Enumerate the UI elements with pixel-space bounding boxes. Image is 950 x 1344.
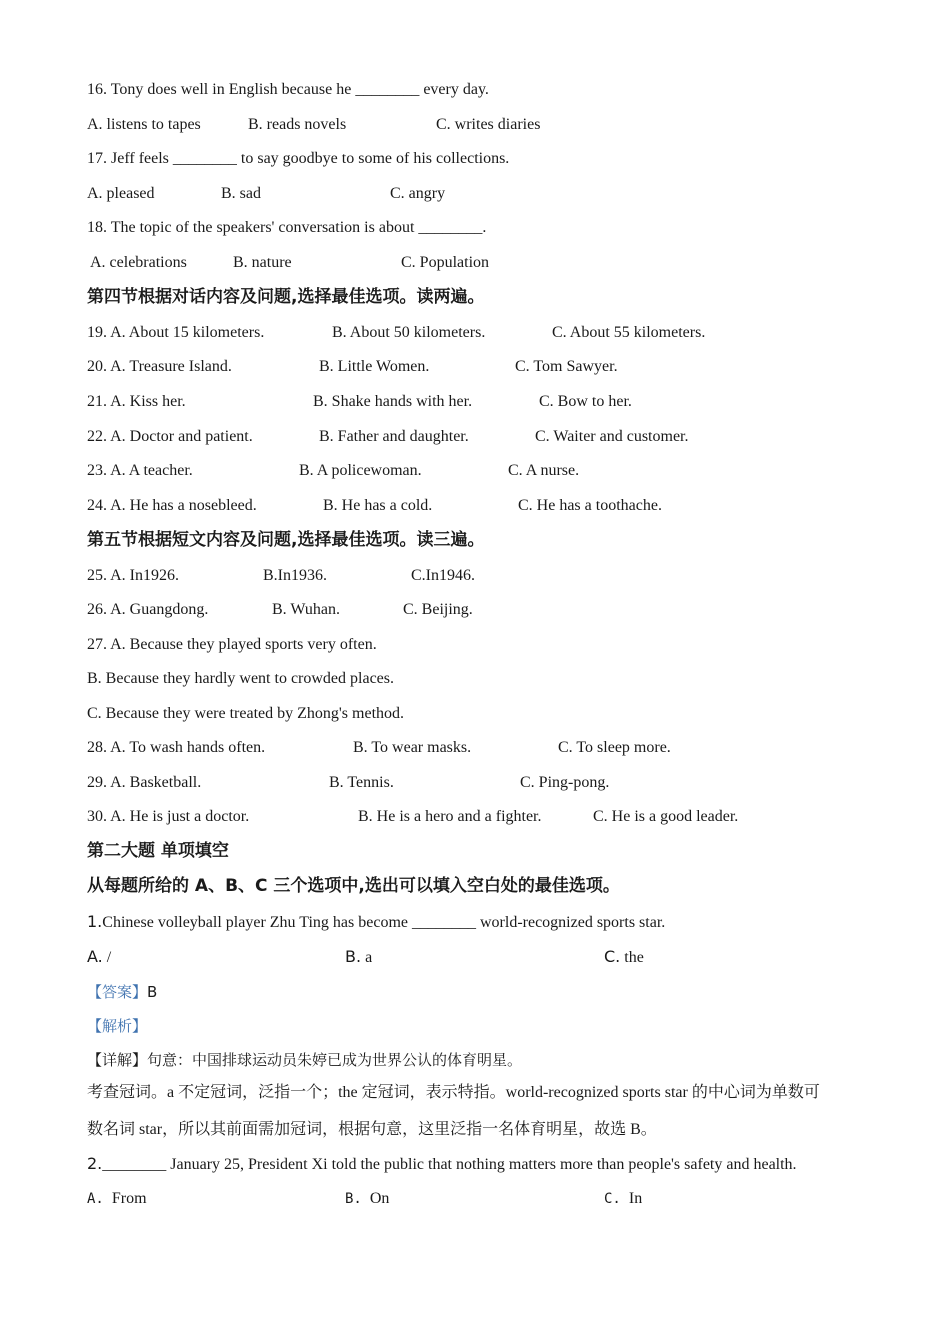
option-c: C. He is a good leader. <box>593 808 739 825</box>
option-a: 26. A. Guangdong. <box>87 601 209 618</box>
option-c: C. Waiter and customer. <box>535 428 689 445</box>
question-1-stem <box>87 912 665 933</box>
option-b: B. reads novels <box>248 116 347 133</box>
option-c: C. Beijing. <box>403 601 473 618</box>
option-b: B.In1936. <box>263 567 327 584</box>
option-a: 29. A. Basketball. <box>87 774 202 791</box>
option-b: B. A policewoman. <box>299 462 422 479</box>
option-a: 22. A. Doctor and patient. <box>87 428 253 445</box>
question-27-option-c: C. Because they were treated by Zhong's method. <box>87 705 405 722</box>
question-18-stem: 18. The topic of the speakers' conversation is about ________. <box>87 219 487 236</box>
explanation-line-2: 数名词 star，所以其前面需加冠词，根据句意，这里泛指一名体育明星，故选 B。 <box>87 1121 657 1138</box>
explanation-line-1: 考查冠词。a 不定冠词，泛指一个；the 定冠词，表示特指。world-recognized sports star 的中心词为单数可 <box>87 1084 820 1101</box>
option-a: 21. A. Kiss her. <box>87 393 186 410</box>
question-number: 1. <box>87 912 103 931</box>
option-text: the <box>624 949 644 966</box>
option-c: C. Population <box>401 254 490 271</box>
option-b: B. Wuhan. <box>272 601 340 618</box>
question-17-stem: 17. Jeff feels ________ to say goodbye to some of his collections. <box>87 150 510 167</box>
option-c: C. Bow to her. <box>539 393 632 410</box>
option-text: From <box>111 1190 147 1207</box>
option-text: In <box>628 1190 643 1207</box>
question-16-stem: 16. Tony does well in English because he ________ every day. <box>87 81 489 98</box>
option-c: C. A nurse. <box>508 462 580 479</box>
option-a: 30. A. He is just a doctor. <box>87 808 250 825</box>
answer-tag: 【答案】 <box>87 983 148 1001</box>
option-a <box>87 1189 147 1209</box>
option-c: C. About 55 kilometers. <box>552 324 706 341</box>
analysis-tag: 【解析】 <box>87 1017 148 1035</box>
option-b: B. To wear masks. <box>353 739 472 756</box>
answer-line <box>87 982 157 1003</box>
option-b <box>345 947 372 968</box>
option-c <box>604 947 644 968</box>
option-label: A. <box>87 947 103 966</box>
option-c: C. writes diaries <box>436 116 541 133</box>
part-2-title: 第二大题 单项填空 <box>87 841 229 861</box>
option-label: C. <box>604 1191 621 1207</box>
option-c: C. To sleep more. <box>558 739 671 756</box>
question-text: Chinese volleyball player Zhu Ting has become ________ world-recognized sports star. <box>102 914 666 931</box>
option-label: A. <box>87 1191 104 1207</box>
option-b: B. Little Women. <box>319 358 430 375</box>
option-text: / <box>106 949 112 966</box>
option-b: B. He has a cold. <box>323 497 433 514</box>
option-c: C. He has a toothache. <box>518 497 662 514</box>
option-b <box>345 1189 389 1209</box>
option-b: B. sad <box>221 185 261 202</box>
option-a: 23. A. A teacher. <box>87 462 193 479</box>
option-label: B. <box>345 1191 362 1207</box>
option-b: B. He is a hero and a fighter. <box>358 808 542 825</box>
question-27-option-b: B. Because they hardly went to crowded places. <box>87 670 395 687</box>
option-c: C.In1946. <box>411 567 475 584</box>
question-2-stem <box>87 1154 797 1175</box>
section-5-heading: 第五节根据短文内容及问题,选择最佳选项。读三遍。 <box>87 530 485 550</box>
option-a: A. listens to tapes <box>87 116 201 133</box>
answer-value: B <box>147 983 158 1001</box>
option-c: C. Tom Sawyer. <box>515 358 618 375</box>
question-text: ________ January 25, President Xi told the public that nothing matters more than people's safety and health. <box>102 1156 797 1173</box>
option-b: B. About 50 kilometers. <box>332 324 486 341</box>
option-b: B. Shake hands with her. <box>313 393 473 410</box>
question-27-option-a: 27. A. Because they played sports very often. <box>87 636 377 653</box>
option-c: C. Ping-pong. <box>520 774 610 791</box>
option-label: B. <box>345 947 362 966</box>
option-a <box>87 947 111 968</box>
option-a: 25. A. In1926. <box>87 567 179 584</box>
option-a: 20. A. Treasure Island. <box>87 358 232 375</box>
option-b: B. Tennis. <box>329 774 394 791</box>
option-a: 19. A. About 15 kilometers. <box>87 324 265 341</box>
option-a: 24. A. He has a nosebleed. <box>87 497 257 514</box>
option-a: A. pleased <box>87 185 155 202</box>
section-4-heading: 第四节根据对话内容及问题,选择最佳选项。读两遍。 <box>87 287 485 307</box>
option-text: a <box>365 949 373 966</box>
option-a: A. celebrations <box>90 254 187 271</box>
detail-line: 【详解】句意：中国排球运动员朱婷已成为世界公认的体育明星。 <box>87 1051 523 1069</box>
option-label: C. <box>604 947 621 966</box>
question-number: 2. <box>87 1154 103 1173</box>
option-b: B. Father and daughter. <box>319 428 469 445</box>
option-c: C. angry <box>390 185 446 202</box>
option-a: 28. A. To wash hands often. <box>87 739 266 756</box>
option-text: On <box>369 1190 390 1207</box>
part-2-instruction: 从每题所给的 A、B、C 三个选项中,选出可以填入空白处的最佳选项。 <box>87 876 620 896</box>
option-c <box>604 1189 642 1209</box>
option-b: B. nature <box>233 254 292 271</box>
